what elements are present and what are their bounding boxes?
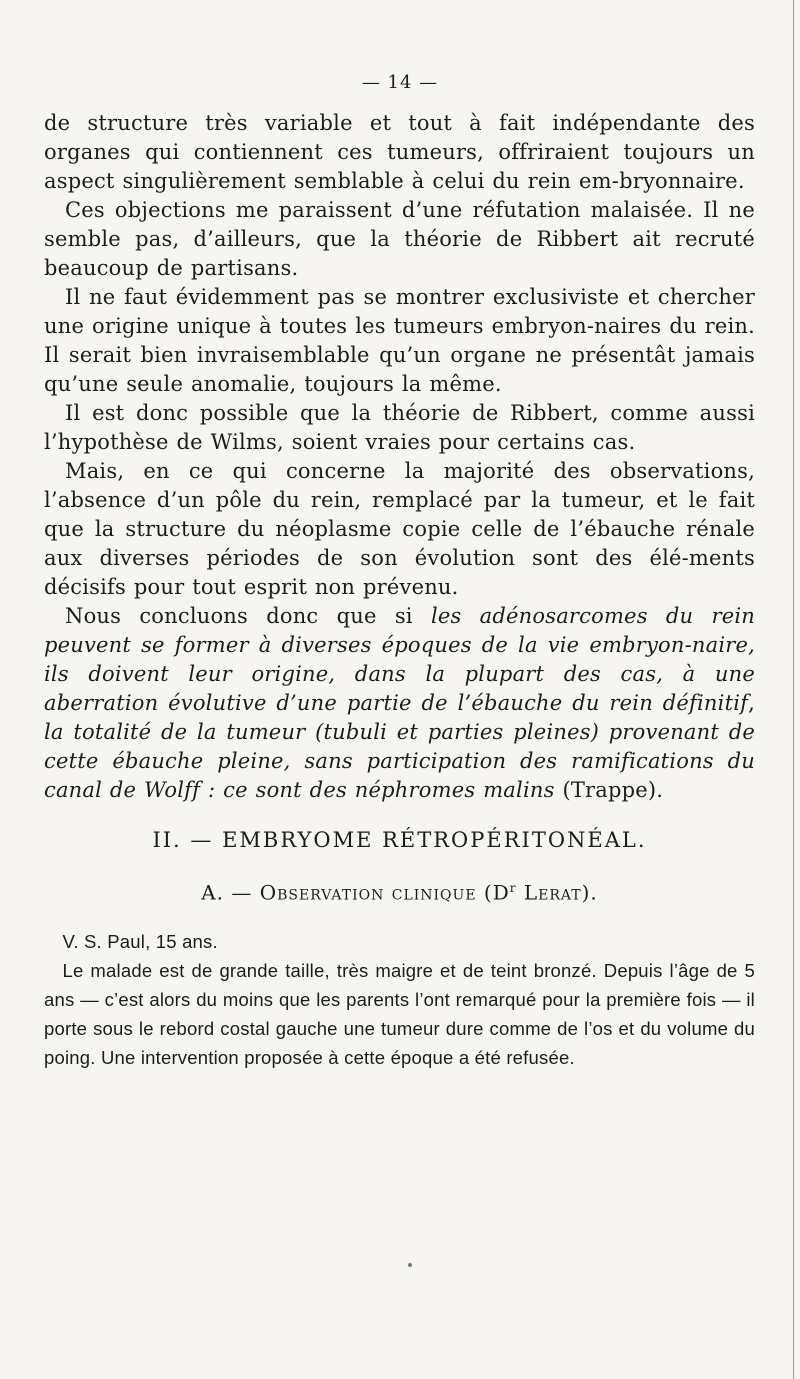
doctor-prefix: (D — [483, 880, 510, 905]
page-body — [44, 109, 755, 1072]
paragraph-2: Ces objections me paraissent d’une réfutation malaisée. Il ne semble pas, d’ailleurs, que la théorie de Ribbert ait recruté beaucoup de partisans. — [44, 198, 755, 280]
doctor-sup: r — [509, 881, 517, 895]
main-text — [44, 109, 755, 805]
observation-patient: V. S. Paul, 15 ans. — [62, 930, 218, 952]
paragraph-3: Il ne faut évidemment pas se montrer exclusiviste et chercher une origine unique à toutes les tumeurs embryon-naires du rein. Il serait bien invraisemblable qu’un organe ne présentât jamais qu’une seule anomalie, toujours la même. — [44, 285, 755, 396]
conclusion-italic-2: la totalité de la tumeur (tubuli et parties pleines) provenant de cette ébauche pleine, sans participation des ramifications du canal de Wolff : ce sont des néphromes malins — [44, 720, 755, 802]
subheading-title: Observation clinique — [259, 880, 477, 905]
observation-text — [44, 927, 755, 1072]
section-heading: II. — EMBRYOME RÉTROPÉRITONÉAL. — [152, 828, 647, 852]
subheading — [44, 874, 755, 908]
paragraph-4: Il est donc possible que la théorie de Ribbert, comme aussi l’hypothèse de Wilms, soient vraies pour certains cas. — [44, 401, 755, 454]
print-speck — [408, 1263, 412, 1267]
page-number: — 14 — — [361, 72, 439, 93]
page-edge-line — [793, 0, 794, 1379]
doctor-name: Lerat — [523, 880, 582, 905]
conclusion-comma: , — [748, 691, 755, 715]
paragraph-1: de structure très variable et tout à fait indépendante des organes qui contiennent ces tumeurs, offriraient toujours un aspect singulièrement semblable à celui du rein em-bryonnaire. — [44, 111, 755, 193]
subheading-label: A. — — [201, 880, 260, 905]
conclusion-paragraph — [44, 602, 755, 805]
paragraph-5: Mais, en ce qui concerne la majorité des observations, l’absence d’un pôle du rein, remplacé par la tumeur, et le fait que la structure du néoplasme copie celle de l’ébauche rénale aux diverses périodes de son évolution sont des élé-ments décisifs pour tout esprit non prévenu. — [44, 459, 755, 599]
observation-paragraph: Le malade est de grande taille, très maigre et de teint bronzé. Depuis l’âge de 5 ans — c’est alors du moins que les parents l’ont remarqué pour la première fois — il porte sous le rebord costal gauche une tumeur dure comme de l’os et du volume du poing. Une intervention proposée à cette époque a été refusée. — [44, 959, 755, 1068]
conclusion-lead: Nous concluons donc que si — [65, 604, 431, 628]
conclusion-italic-1: les adénosarcomes du rein peuvent se former à diverses époques de la vie embryon-naire, ils doivent leur origine, dans la plupart des cas, à une aberration évolutive d’une partie de l’ébauche du rein définitif — [44, 604, 755, 715]
doctor-suffix: ). — [581, 880, 598, 905]
conclusion-tail: (Trappe). — [554, 778, 664, 802]
